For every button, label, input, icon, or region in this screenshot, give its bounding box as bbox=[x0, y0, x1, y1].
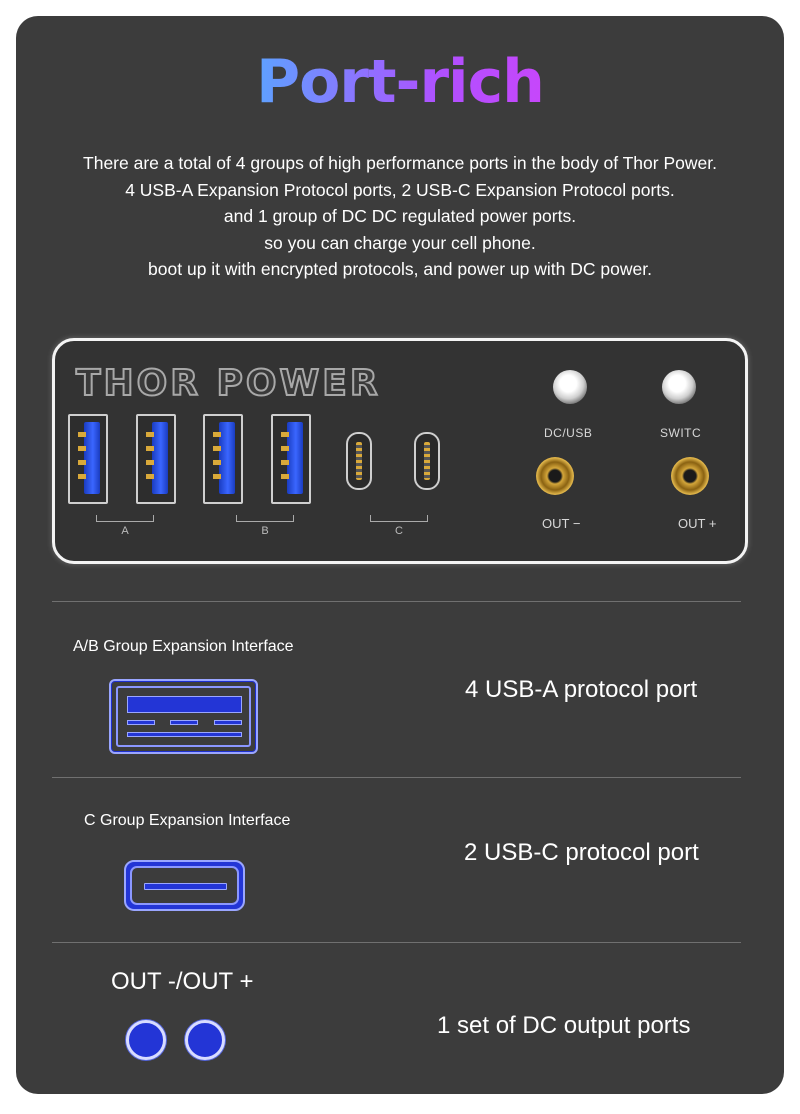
page-title: Port-rich bbox=[0, 42, 800, 122]
dc-port-icon bbox=[126, 1020, 166, 1060]
section-text-dc: 1 set of DC output ports bbox=[437, 1012, 691, 1039]
dc-port-icon bbox=[185, 1020, 225, 1060]
group-bracket bbox=[370, 515, 428, 522]
description-line: 4 USB-A Expansion Protocol ports, 2 USB-C Expansion Protocol ports. bbox=[125, 179, 675, 200]
section-label-ab: A/B Group Expansion Interface bbox=[73, 638, 294, 655]
section-text-usb-c: 2 USB-C protocol port bbox=[464, 839, 699, 866]
usb-c-port bbox=[414, 432, 440, 490]
description-line: and 1 group of DC DC regulated power ports. bbox=[223, 206, 577, 226]
description bbox=[0, 150, 800, 283]
usb-c-port bbox=[346, 432, 372, 490]
usb-a-port bbox=[271, 414, 311, 504]
group-label: B bbox=[261, 525, 269, 537]
usb-a-icon bbox=[109, 679, 258, 754]
group-bracket bbox=[96, 515, 154, 522]
usb-a-port bbox=[203, 414, 243, 504]
dc-out-plus-port bbox=[671, 457, 709, 495]
out-minus-label: OUT − bbox=[542, 516, 581, 531]
description-line: so you can charge your cell phone. bbox=[264, 232, 536, 253]
dc-usb-switch-button[interactable] bbox=[553, 370, 587, 404]
out-plus-label: OUT + bbox=[678, 516, 717, 531]
divider bbox=[52, 777, 741, 778]
group-label: C bbox=[395, 525, 403, 537]
divider bbox=[52, 601, 741, 602]
usb-a-port bbox=[136, 414, 176, 504]
group-label: A bbox=[121, 525, 129, 537]
description-line: boot up it with encrypted protocols, and power up with DC power. bbox=[148, 259, 652, 279]
switch-label: SWITC bbox=[660, 426, 702, 440]
description-line: There are a total of 4 groups of high performance ports in the body of Thor Power. bbox=[83, 153, 717, 173]
section-label-c: C Group Expansion Interface bbox=[84, 812, 291, 829]
divider bbox=[52, 942, 741, 943]
dc-out-minus-port bbox=[536, 457, 574, 495]
dc-usb-label: DC/USB bbox=[544, 426, 593, 440]
section-label-dc: OUT -/OUT + bbox=[111, 968, 254, 995]
group-bracket bbox=[236, 515, 294, 522]
section-text-usb-a: 4 USB-A protocol port bbox=[465, 676, 698, 703]
device-brand: THOR POWER bbox=[76, 363, 381, 404]
usb-a-port bbox=[68, 414, 108, 504]
power-switch-button[interactable] bbox=[662, 370, 696, 404]
usb-c-icon bbox=[124, 860, 245, 911]
